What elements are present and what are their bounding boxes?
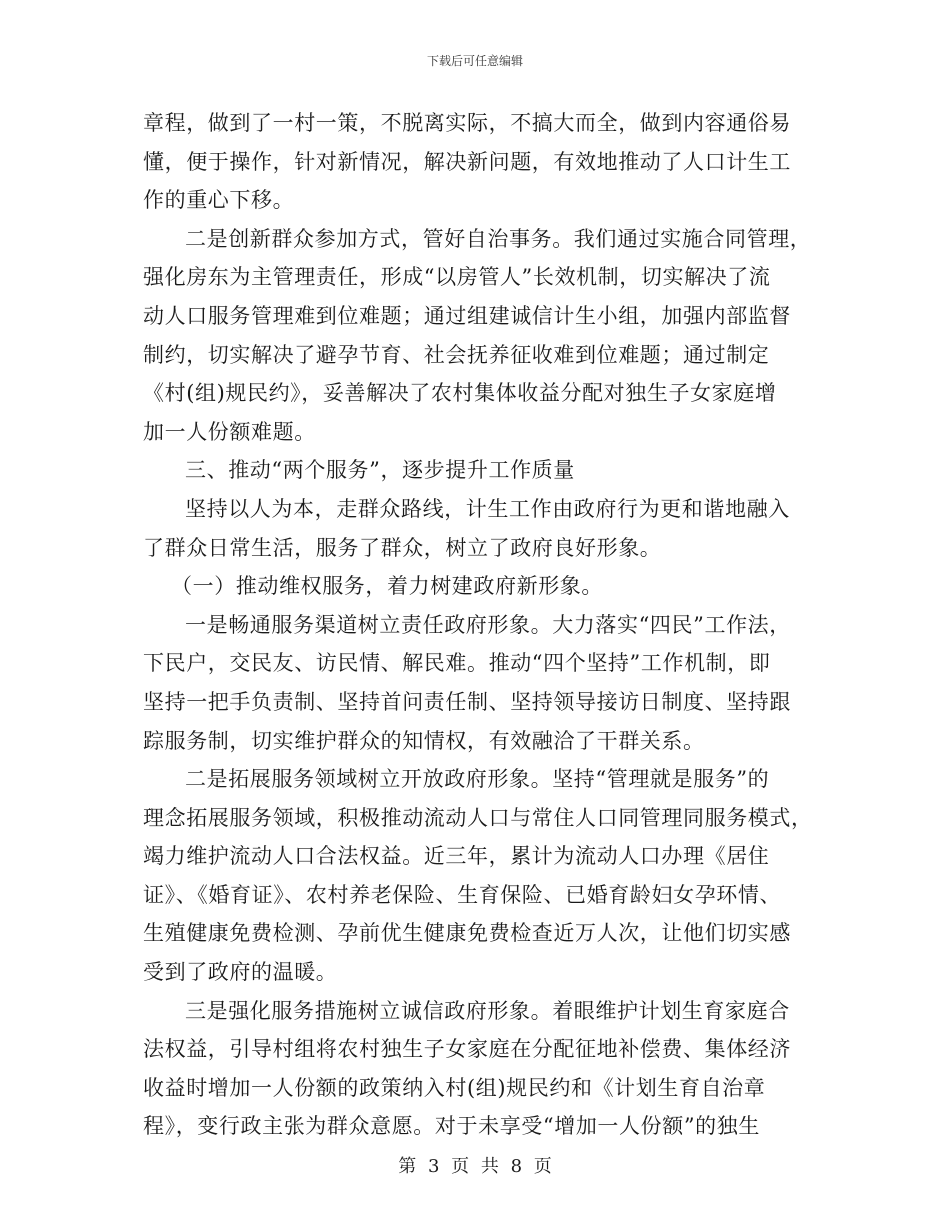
text-line: 坚持一把手负责制、坚持首问责任制、坚持领导接访日制度、坚持跟 bbox=[143, 689, 791, 714]
text-line: 《村(组)规民约》，妥善解决了农村集体收益分配对独生子女家庭增 bbox=[143, 381, 777, 406]
text-line: 作的重心下移。 bbox=[143, 188, 295, 213]
text-line: 竭力维护流动人口合法权益。近三年，累计为流动人口办理《居住 bbox=[143, 844, 770, 869]
header-note: 下载后可任意编辑 bbox=[426, 54, 523, 68]
text-line: 懂，便于操作，针对新情况，解决新问题，有效地推动了人口计生工 bbox=[143, 149, 791, 174]
text-line: 一是畅通服务渠道树立责任政府形象。大力落实“四民”工作法， bbox=[185, 612, 791, 637]
text-line: 生殖健康免费检测、孕前优生健康免费检查近万人次，让他们切实感 bbox=[143, 921, 791, 946]
page-footer: 第 3 页 共 8 页 bbox=[398, 1156, 552, 1177]
text-line: 三是强化服务措施树立诚信政府形象。着眼维护计划生育家庭合 bbox=[185, 998, 790, 1023]
text-line: 坚持以人为本，走群众路线，计生工作由政府行为更和谐地融入 bbox=[185, 496, 790, 521]
text-line: 下民户，交民友、访民情、解民难。推动“四个坚持”工作机制，即 bbox=[143, 651, 771, 676]
text-line: 法权益，引导村组将农村独生子女家庭在分配征地补偿费、集体经济 bbox=[143, 1037, 791, 1062]
text-line: 三、推动“两个服务”，逐步提升工作质量 bbox=[185, 458, 575, 483]
text-line: 踪服务制，切实维护群众的知情权，有效融洽了干群关系。 bbox=[143, 728, 705, 753]
text-line: 动人口服务管理难到位难题；通过组建诚信计生小组，加强内部监督 bbox=[143, 303, 791, 328]
text-line: 二是创新群众参加方式，管好自治事务。我们通过实施合同管理， bbox=[185, 226, 812, 251]
text-line: 了群众日常生活，服务了群众，树立了政府良好形象。 bbox=[143, 535, 662, 560]
text-line: 制约，切实解决了避孕节育、社会抚养征收难到位难题；通过制定 bbox=[143, 342, 770, 367]
text-line: 二是拓展服务领域树立开放政府形象。坚持“管理就是服务”的 bbox=[185, 767, 770, 792]
text-line: 证》、《婚育证》、农村养老保险、生育保险、已婚育龄妇女孕环情、 bbox=[143, 882, 782, 907]
text-line: 收益时增加一人份额的政策纳入村(组)规民约和《计划生育自治章 bbox=[143, 1075, 766, 1100]
text-line: 加一人份额难题。 bbox=[143, 419, 316, 444]
text-line: 受到了政府的温暖。 bbox=[143, 960, 338, 985]
text-line: 章程，做到了一村一策，不脱离实际，不搞大而全，做到内容通俗易 bbox=[143, 111, 791, 135]
text-line: 程》，变行政主张为群众意愿。对于未享受“增加一人份额”的独生 bbox=[143, 1114, 760, 1139]
text-line: 理念拓展服务领域，积极推动流动人口与常住人口同管理同服务模式， bbox=[143, 805, 813, 830]
text-line: （一）推动维权服务，着力树建政府新形象。 bbox=[171, 574, 603, 599]
document-body bbox=[143, 104, 813, 1146]
text-line: 强化房东为主管理责任，形成“以房管人”长效机制，切实解决了流 bbox=[143, 265, 771, 290]
